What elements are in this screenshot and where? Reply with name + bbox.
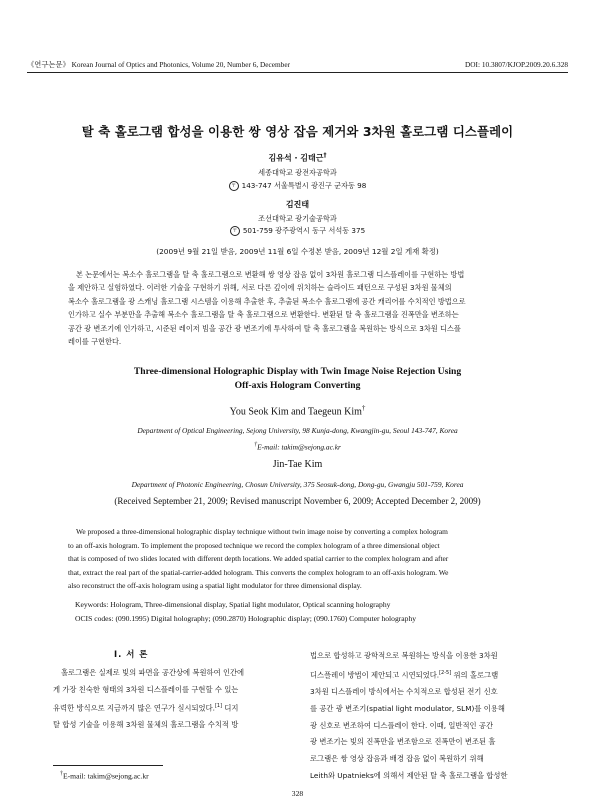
body-line: 를 공간 광 변조기(spatial light modulator, SLM)를 이용해 — [310, 703, 505, 713]
body-line: 3차원 디스플레이 방식에서는 수치적으로 합성된 전기 신호 — [310, 687, 498, 697]
footnote-text: E-mail: takim@sejong.ac.kr — [63, 771, 149, 781]
body-line: 탈 합성 기술을 이용해 3차원 물체의 홀로그램을 수치적 방 — [53, 720, 239, 730]
body-line-text: 디스플레이 방법이 제안되고 시연되었다. — [310, 670, 440, 680]
body-line: 로그램은 쌍 영상 잡음과 배경 잡음 없이 복원하기 위해 — [310, 754, 484, 764]
ocis-codes: OCIS codes: (090.1995) Digital holography; (090.2870) Holographic display; (090.1760) Computer holography — [75, 614, 417, 623]
body-line: 광 변조기는 빛의 진폭만을 변조함으로 진폭만이 변조된 홀 — [310, 737, 496, 747]
english-abstract — [68, 525, 530, 593]
english-title-line-1: Three-dimensional Holographic Display with Twin Image Noise Rejection Using — [133, 366, 462, 377]
footnote-rule — [53, 765, 163, 766]
korean-address-2 — [0, 226, 595, 236]
body-line — [310, 665, 550, 684]
citation-1: [1] — [214, 703, 223, 710]
english-affiliation-2: Department of Photonic Engineering, Chosun University, 375 Seosuk-dong, Dong-gu, Gwangju 501-759, Korea — [131, 480, 464, 489]
email-mark: † — [254, 442, 258, 448]
korean-received-dates: (2009년 9월 21일 받음, 2009년 11월 6일 수정본 받음, 2009년 12월 2일 게재 확정) — [156, 247, 439, 256]
korean-authors — [0, 152, 595, 164]
english-received-dates: (Received September 21, 2009; Revised manuscript November 6, 2009; Accepted December 2, 2009) — [114, 496, 481, 506]
body-right-column — [310, 648, 550, 785]
body-left-column — [53, 665, 293, 734]
body-line: Leith와 Upatnieks에 의해서 제안된 탈 축 홀로그램을 합성한 — [310, 771, 508, 780]
journal-header: 《연구논문》 Korean Journal of Optics and Photonics, Volume 20, Number 6, December — [27, 60, 291, 69]
postal-mark-icon: 〒 — [229, 181, 239, 191]
header-rule — [27, 72, 568, 73]
korean-address-1 — [0, 181, 595, 191]
body-line: 게 가장 친숙한 형태의 3차원 디스플레이를 구현할 수 있는 — [53, 684, 239, 694]
body-line-text: 유력한 방식으로 지금까지 많은 연구가 실시되었다. — [53, 703, 215, 713]
korean-abstract-line: 복소수 홀로그램을 광 스캐닝 홀로그램 시스템을 이용해 추출한 후, 추출된 복소수 홀로그램에 공간 캐리어를 수치적인 방법으로 — [68, 296, 466, 306]
korean-address-2-text: 501-759 광주광역시 동구 서석동 375 — [242, 226, 366, 235]
postal-mark-icon: 〒 — [230, 226, 240, 236]
english-authors — [0, 404, 595, 417]
english-affiliation-1: Department of Optical Engineering, Sejong University, 98 Kunja-dong, Kwangjin-gu, Seoul 143-747, Korea — [137, 426, 458, 435]
korean-abstract-line: 인가하고 실수 부분만을 추출해 복소수 홀로그램을 탈 축 홀로그램으로 변환한다. 변환된 탈 축 홀로그램을 진폭만을 변조하는 — [68, 310, 459, 320]
english-abstract-line: that is composed of two slides located with different depth locations. We added spatial carrier to the complex hologram and after — [68, 554, 449, 564]
body-line: 홀로그램은 실제로 빛의 파면을 공간상에 복원하여 인간에 — [61, 668, 245, 677]
keywords: Keywords: Hologram, Three-dimensional display, Spatial light modulator, Optical scanning holography — [75, 600, 391, 609]
body-line-tail: 디지 — [222, 703, 239, 713]
doi-header: DOI: 10.3807/KJOP.2009.20.6.328 — [465, 60, 568, 69]
citation-2-5: [2-5] — [439, 669, 452, 676]
korean-abstract-line: 을 제안하고 실험하였다. 이러한 기술을 구현하기 위해, 서로 다른 깊이에 위치하는 슬라이드 패턴으로 구성된 3차원 물체의 — [68, 283, 452, 293]
korean-abstract-line: 공간 광 변조기에 인가하고, 시준된 레이저 빔을 공간 광 변조기에 투사하여 탈 축 홀로그램을 복원하는 방식으로 3차원 디스플 — [68, 323, 461, 333]
english-author-2: Jin-Tae Kim — [272, 459, 323, 470]
english-abstract-line: that, extract the real part of the spatial-carrier-added hologram. This converts the complex hologram to an off-axis hologram. We — [68, 567, 449, 577]
korean-address-1-text: 143-747 서울특별시 광진구 군자동 98 — [241, 181, 367, 190]
body-line: 광 신호로 변조하여 디스플레이 한다. 이때, 일반적인 공간 — [310, 720, 493, 730]
corresponding-mark: † — [361, 404, 366, 412]
body-line: 법으로 합성하고 광학적으로 복원하는 방식을 이용한 3차원 — [310, 651, 498, 660]
korean-affiliation-2: 조선대학교 광기술공학과 — [258, 214, 337, 223]
english-email-text: E-mail: takim@sejong.ac.kr — [257, 442, 341, 452]
english-abstract-line: also reconstruct the off-axis hologram using a spatial light modulator for three dimensional display. — [68, 581, 362, 591]
english-abstract-line: We proposed a three-dimensional holographic display technique without twin image noise by converting a complex hologram — [76, 527, 448, 536]
korean-abstract — [68, 268, 528, 348]
korean-author-names: 김유석 · 김태근 — [268, 153, 324, 163]
corresponding-mark: † — [323, 152, 327, 159]
footnote-mark: † — [60, 771, 63, 777]
english-abstract-line: to an off-axis hologram. To implement the proposed technique we record the complex hologram of a three dimensional object — [68, 540, 440, 550]
page-number: 328 — [291, 789, 304, 798]
korean-title: 탈 축 홀로그램 합성을 이용한 쌍 영상 잡음 제거와 3차원 홀로그램 디스플레이 — [81, 124, 514, 139]
english-email — [0, 442, 595, 451]
korean-author-2: 김진태 — [285, 200, 310, 209]
body-line — [53, 698, 293, 717]
korean-abstract-line: 본 논문에서는 복소수 홀로그램을 탈 축 홀로그램으로 변환해 쌍 영상 잡음 없이 3차원 홀로그램 디스플레이를 구현하는 방법 — [76, 270, 465, 279]
section-heading: I. 서 론 — [114, 649, 149, 659]
footnote — [60, 771, 149, 781]
body-line-tail: 위의 홀로그램 — [451, 670, 499, 680]
korean-abstract-line: 레이를 구현한다. — [68, 337, 122, 347]
english-title-line-2: Off-axis Hologram Converting — [234, 380, 361, 391]
korean-affiliation-1: 세종대학교 광전자공학과 — [258, 168, 337, 177]
english-author-names: You Seok Kim and Taegeun Kim — [229, 406, 362, 418]
